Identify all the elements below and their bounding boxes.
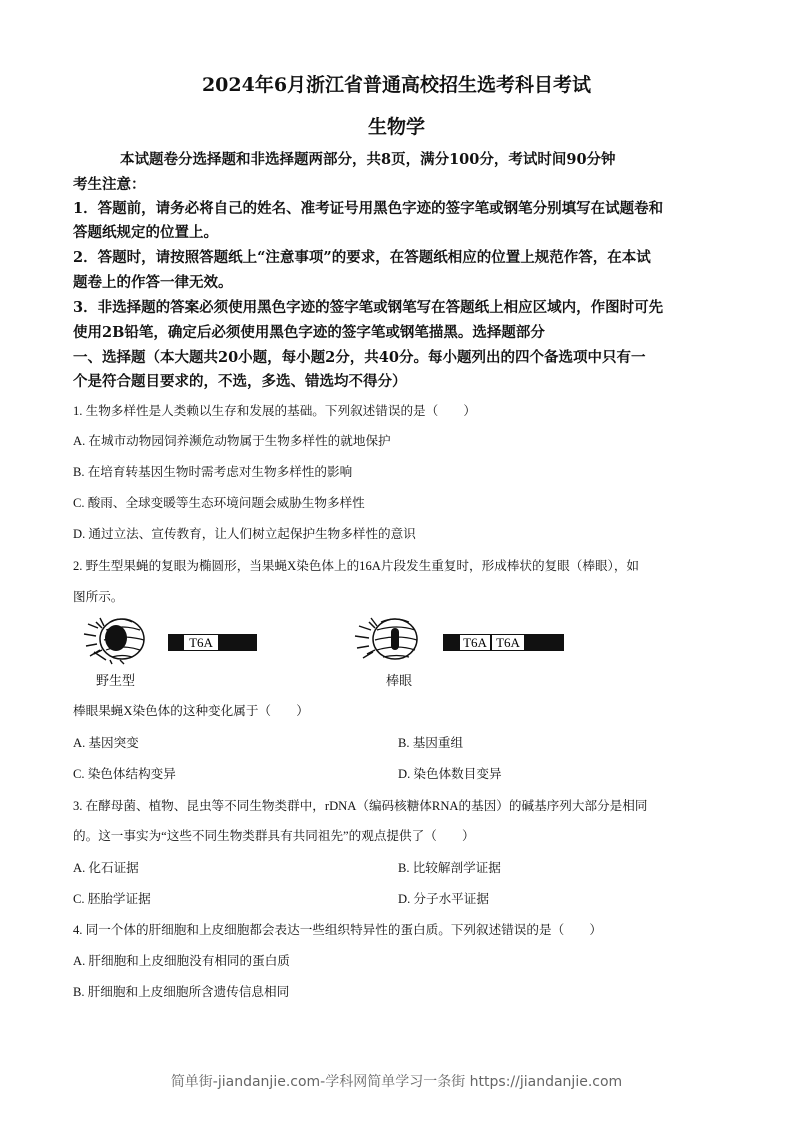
q2-option-a: A. 基因突变: [73, 736, 139, 750]
q4-stem: 4. 同一个体的肝细胞和上皮细胞都会表达一些组织特异性的蛋白质。下列叙述错误的是（ ）: [73, 923, 602, 937]
section-heading-line-1: 一、选择题（本大题共20小题，每小题2分，共40分。每小题列出的四个备选项中只有一: [73, 349, 646, 366]
wild-type-label: 野生型: [96, 674, 136, 689]
q4-option-b: B. 肝细胞和上皮细胞所含遗传信息相同: [73, 985, 290, 999]
notes-heading: 考生注意：: [73, 176, 146, 193]
note-3-line-1: 3．非选择题的答案必须使用黑色字迹的签字笔或钢笔写在答题纸上相应区域内，作图时可先: [73, 299, 664, 316]
q3-option-a: A. 化石证据: [73, 861, 139, 875]
exam-intro: 本试题卷分选择题和非选择题两部分，共8页，满分100分，考试时间90分钟: [120, 151, 616, 168]
note-2-line-1: 2．答题时，请按照答题纸上“注意事项”的要求，在答题纸相应的位置上规范作答，在本试: [73, 249, 651, 266]
note-3-line-2: 使用2B铅笔，确定后必须使用黑色字迹的签字笔或钢笔描黑。选择题部分: [73, 324, 545, 341]
q1-stem: 1. 生物多样性是人类赖以生存和发展的基础。下列叙述错误的是（ ）: [73, 404, 476, 418]
subject-title: 生物学: [367, 116, 425, 138]
bar-eye-chromosome-bar: [443, 634, 564, 651]
note-2-line-2: 题卷上的作答一律无效。: [73, 274, 233, 291]
note-1-line-2: 答题纸规定的位置上。: [73, 224, 218, 241]
q3-option-b: B. 比较解剖学证据: [398, 861, 501, 875]
q3-stem-line-1: 3. 在酵母菌、植物、昆虫等不同生物类群中，rDNA（编码核糖体RNA的基因）的碱基序列大部分是相同: [73, 799, 648, 813]
q1-option-b: B. 在培育转基因生物时需考虑对生物多样性的影响: [73, 465, 353, 479]
q3-option-c: C. 胚胎学证据: [73, 892, 151, 906]
q4-option-a: A. 肝细胞和上皮细胞没有相同的蛋白质: [73, 954, 290, 968]
q3-option-d: D. 分子水平证据: [398, 892, 489, 906]
q1-option-a: A. 在城市动物园饲养濒危动物属于生物多样性的就地保护: [73, 434, 391, 448]
note-1-line-1: 1．答题前，请务必将自己的姓名、准考证号用黑色字迹的签字笔或钢笔分别填写在试题卷和: [73, 200, 664, 217]
q2-question: 棒眼果蝇X染色体的这种变化属于（ ）: [73, 704, 309, 718]
q2-stem-line-2: 图所示。: [73, 590, 124, 604]
q2-option-b: B. 基因重组: [398, 736, 464, 750]
exam-title: 2024年6月浙江省普通高校招生选考科目考试: [201, 74, 592, 96]
footer-watermark: 简单街-jiandanjie.com-学科网简单学习一条街 https://jiandanjie.com: [170, 1074, 623, 1090]
wild-type-chromosome-bar: [168, 634, 257, 651]
wild-type-eye-drawing: [80, 614, 148, 666]
q3-stem-line-2: 的。这一事实为“这些不同生物类群具有共同祖先”的观点提供了（ ）: [73, 829, 475, 843]
wild-type-t6a-segment: T6A: [184, 635, 218, 650]
bar-eye-t6a-segment-2: T6A: [492, 635, 524, 650]
q1-option-d: D. 通过立法、宣传教育，让人们树立起保护生物多样性的意识: [73, 527, 416, 541]
q2-stem-line-1: 2. 野生型果蝇的复眼为椭圆形，当果蝇X染色体上的16A片段发生重复时，形成棒状的复眼（棒眼），如: [73, 559, 640, 573]
section-heading-line-2: 个是符合题目要求的，不选，多选、错选均不得分）: [73, 373, 407, 390]
bar-eye-drawing: [353, 614, 421, 666]
q1-option-c: C. 酸雨、全球变暖等生态环境问题会威胁生物多样性: [73, 496, 365, 510]
bar-eye-t6a-segment-1: T6A: [460, 635, 490, 650]
q2-option-d: D. 染色体数目变异: [398, 767, 502, 781]
bar-eye-label: 棒眼: [386, 674, 413, 689]
q2-option-c: C. 染色体结构变异: [73, 767, 176, 781]
